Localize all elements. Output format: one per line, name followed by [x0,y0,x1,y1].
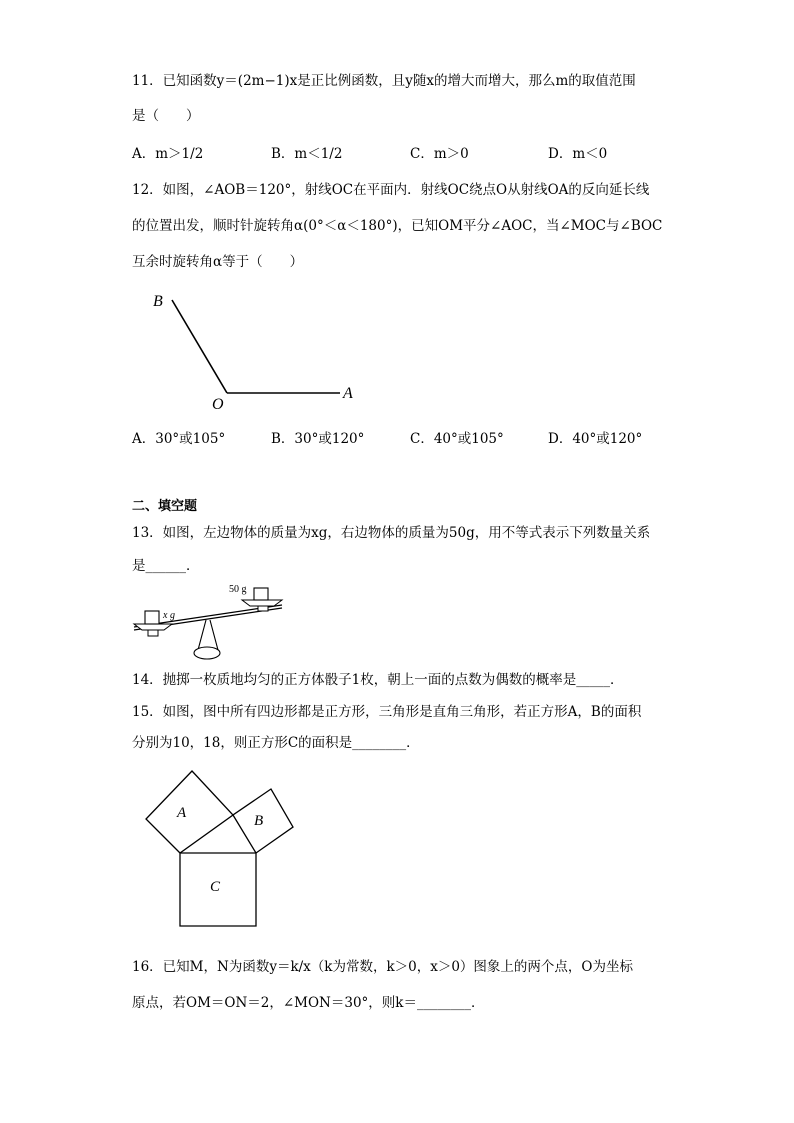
pythagoras-squares-figure [140,765,300,935]
q11-option-a: A．m＞1/2 [132,146,204,162]
q16-line2: 原点，若OM＝ON＝2，∠MON＝30°，则k＝________． [132,995,485,1011]
square-a [146,771,233,853]
q12-line2: 的位置出发，顺时针旋转角α(0°＜α＜180°)，已知OM平分∠AOC，当∠MOC与∠BOC [132,218,663,234]
label-b: B [153,293,163,310]
angle-aob-figure [150,288,370,418]
q15-line2: 分别为10，18，则正方形C的面积是________． [132,735,420,751]
q11-line2: 是（ ） [132,108,200,124]
q11-option-b: B．m＜1/2 [271,146,343,162]
q11-line1: 11．已知函数y＝(2m−1)x是正比例函数，且y随x的增大而增大，那么m的取值范围 [132,73,636,89]
q13-line1: 13．如图，左边物体的质量为xg，右边物体的质量为50g，用不等式表示下列数量关系 [132,525,651,541]
label-a: A [343,385,353,402]
left-weight-label: x g [163,610,175,621]
q12-option-d: D．40°或120° [548,431,643,447]
q12-line1: 12．如图，∠AOB＝120°，射线OC在平面内．射线OC绕点O从射线OA的反向延长线 [132,182,650,198]
q12-line3: 互余时旋转角α等于（ ） [132,254,304,270]
q12-option-a: A．30°或105° [132,431,226,447]
q12-option-c: C．40°或105° [410,431,504,447]
q12-option-b: B．30°或120° [271,431,365,447]
q13-line2: 是______． [132,558,200,574]
section-title: 二、填空题 [132,499,198,514]
label-square-c: C [210,879,221,895]
right-weight [254,588,268,600]
q16-line1: 16．已知M，N为函数y＝k/x（k为常数，k＞0，x＞0）图象上的两个点，O为坐标 [132,959,634,975]
q11-option-c: C．m＞0 [410,146,469,162]
left-weight [145,611,159,624]
q14-line1: 14．抛掷一枚质地均匀的正方体骰子1枚，朝上一面的点数为偶数的概率是_____． [132,672,624,688]
balance-scale-figure [132,580,292,660]
q15-line1: 15．如图，图中所有四边形都是正方形，三角形是直角三角形，若正方形A，B的面积 [132,704,642,720]
right-weight-label: 50 g [229,584,247,595]
label-square-a: A [177,805,187,821]
label-o: O [212,396,224,413]
ray-ob [172,300,227,393]
label-square-b: B [254,813,264,829]
q11-option-d: D．m＜0 [548,146,608,162]
